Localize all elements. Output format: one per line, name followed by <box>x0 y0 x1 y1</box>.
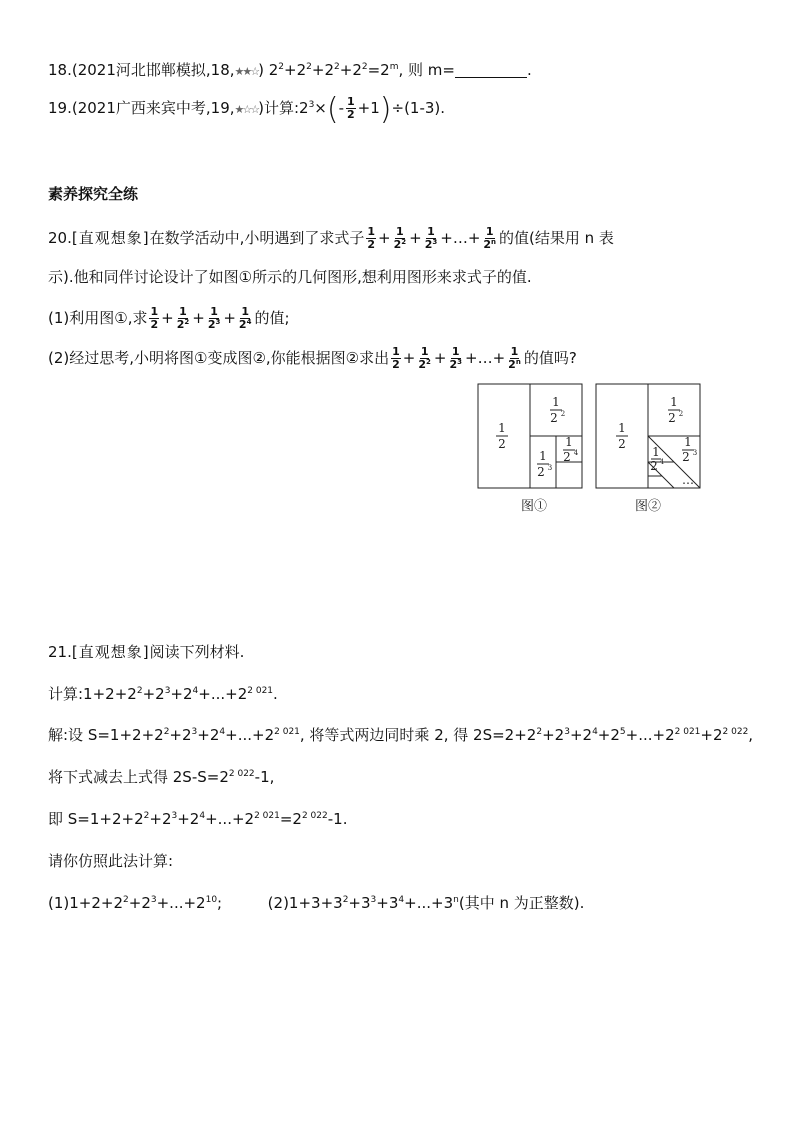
q18-tail: , 则 m= <box>398 61 455 79</box>
svg-text:2: 2 <box>498 437 506 451</box>
difficulty-stars-icon: ★★☆ <box>234 65 259 78</box>
svg-text:1: 1 <box>684 435 692 449</box>
svg-text:1: 1 <box>565 435 573 449</box>
svg-text:1: 1 <box>552 395 560 409</box>
svg-text:3: 3 <box>547 464 553 472</box>
question-19: 19.(2021广西来宾中考,19,★☆☆)计算$:2^3\times(-$ $\frac{1}{2}$ +1)÷(1-3). <box>48 92 446 127</box>
question-21-parts: $(1)1+2+2^2+2^3+...+2^{10}$; $(2)1+3+3^2+3^3+3^4+...+3^n$(其中 n 为正整数). <box>48 894 585 912</box>
svg-text:2: 2 <box>550 411 558 425</box>
figure-2-caption: 图② <box>634 499 662 514</box>
svg-text:2: 2 <box>668 411 676 425</box>
q20-tag: [直观想象] <box>71 229 150 247</box>
svg-text:…: … <box>682 473 694 487</box>
q19-source: (2021广西来宾中考,19, <box>71 99 235 117</box>
question-20-part2: (2)经过思考,小明将图①变成图②,你能根据图②求出 $\frac{1}{2}$ + $\frac{1}{2^2}$ + $\frac{1}{2^3}$ +…+ $\frac{1}{2^n}$ 的值吗? <box>48 345 577 371</box>
answer-blank[interactable] <box>455 63 527 78</box>
svg-text:4: 4 <box>659 458 665 466</box>
geometry-figures <box>470 380 710 520</box>
svg-text:1: 1 <box>652 445 660 459</box>
question-21-calc: 计算$:1+2+2^2+2^3+2^4+...+2^{2 021}$. <box>48 685 278 703</box>
q19-number: 19. <box>48 99 72 117</box>
svg-text:2: 2 <box>682 450 690 464</box>
svg-text:2: 2 <box>537 465 545 479</box>
q18-expression: $2^2+2^2+2^2+2^2=2^m$ <box>268 61 399 79</box>
svg-text:1: 1 <box>539 449 547 463</box>
q18-number: 18. <box>48 61 72 79</box>
question-21-solution: 解:设 $S=1+2+2^2+2^3+2^4+...+2^{2 021}$, 将等式两边同时乘 2, 得 $2S=2+2^2+2^3+2^4+2^5+...+2^{2 021}+2^{2 022}$, <box>48 726 754 744</box>
svg-text:1: 1 <box>670 395 678 409</box>
difficulty-stars-icon: ★☆☆ <box>234 103 259 116</box>
svg-text:2: 2 <box>560 410 566 418</box>
q18-source: (2021河北邯郸模拟,18, <box>71 61 235 79</box>
question-20-line1: 20.[直观想象]在数学活动中,小明遇到了求式子 $\frac{1}{2}$ + $\frac{1}{2^2}$ + $\frac{1}{2^3}$ +…+ $\frac{1}{2^n}$ 的值(结果用 n 表 <box>48 225 614 251</box>
question-21-subtract: 将下式减去上式得 $2S-S=2^{2 022}-1$, <box>48 768 275 786</box>
question-21-result: 即 $S=1+2+2^2+2^3+2^4+...+2^{2 021}=2^{2 022}-1$. <box>48 810 348 828</box>
svg-text:4: 4 <box>573 449 579 457</box>
svg-text:2: 2 <box>618 437 626 451</box>
fraction-one-half: $\frac{1}{2}$ <box>347 95 355 121</box>
question-20-line2: 示).他和同伴讨论设计了如图①所示的几何图形,想利用图形来求式子的值. <box>48 268 532 286</box>
svg-text:1: 1 <box>618 421 626 435</box>
svg-text:1: 1 <box>498 421 506 435</box>
q19-calc-label: )计算:2 <box>258 99 309 117</box>
svg-text:2: 2 <box>650 459 658 473</box>
question-20-part1: (1)利用图①,求 $\frac{1}{2}$ + $\frac{1}{2^2}$ + $\frac{1}{2^3}$ + $\frac{1}{2^4}$ 的值; <box>48 305 290 331</box>
figure-1-caption: 图① <box>520 499 548 514</box>
svg-text:3: 3 <box>692 449 698 457</box>
svg-text:2: 2 <box>563 450 571 464</box>
question-18: 18.(2021河北邯郸模拟,18,★★☆) $2^2+2^2+2^2+2^2=2^m$, 则 m= . <box>48 61 532 79</box>
question-21-title: 21.[直观想象]阅读下列材料. <box>48 643 245 661</box>
question-21-ask: 请你仿照此法计算: <box>48 852 174 870</box>
svg-text:2: 2 <box>678 410 684 418</box>
section-title: 素养探究全练 <box>48 185 139 203</box>
